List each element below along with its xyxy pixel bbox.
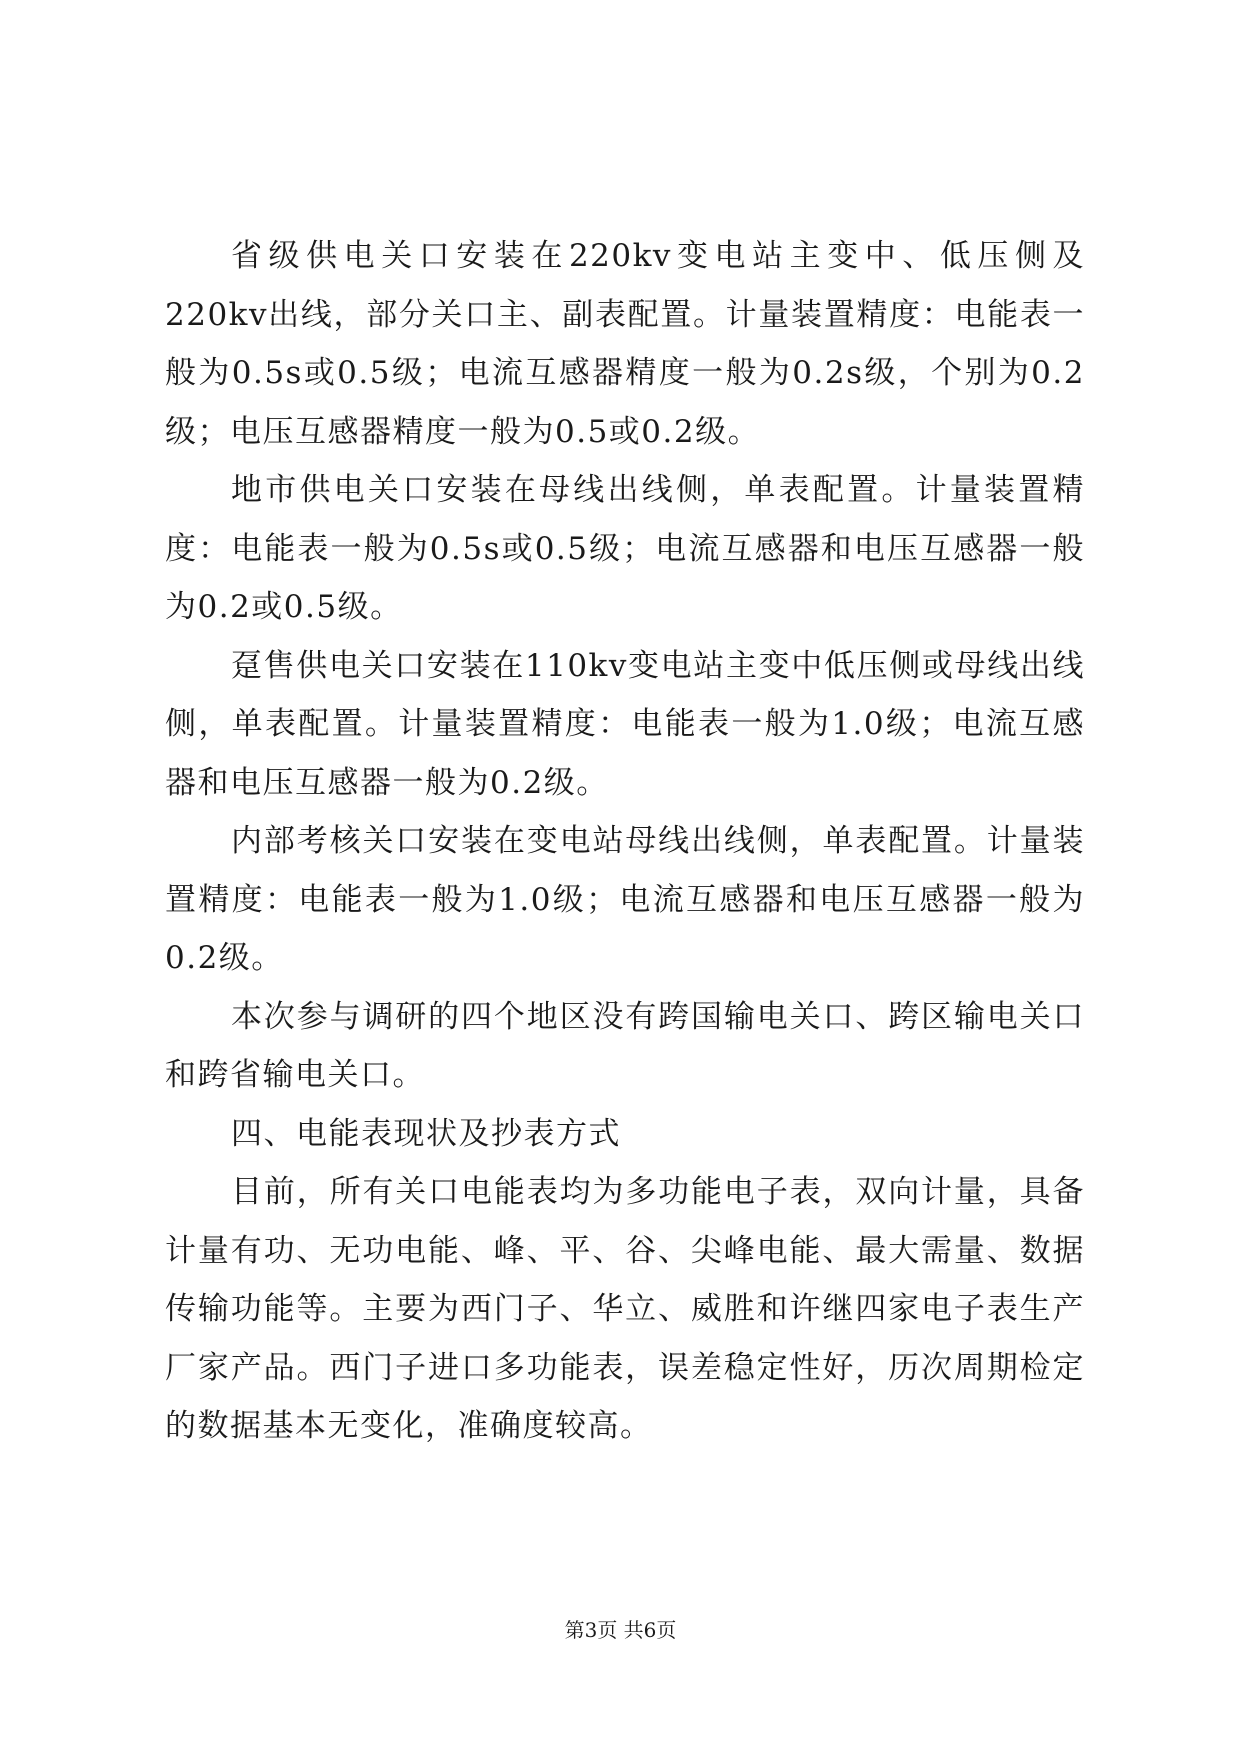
paragraph-meter-status: 目前，所有关口电能表均为多功能电子表，双向计量，具备计量有功、无功电能、峰、平、谷、尖峰电能、最大需量、数据传输功能等。主要为西门子、华立、威胜和许继四家电子表生产厂家产品。西门子进口多功能表，误差稳定性好，历次周期检定的数据基本无变化，准确度较高。 [165,1174,1085,1444]
document-body [165,227,1085,1456]
paragraph-wholesale-gateway: 趸售供电关口安装在110kv变电站主变中低压侧或母线出线侧，单表配置。计量装置精度：电能表一般为1.0级；电流互感器和电压互感器一般为0.2级。 [165,647,1085,801]
paragraph-survey-regions: 本次参与调研的四个地区没有跨国输电关口、跨区输电关口和跨省输电关口。 [165,998,1085,1093]
page-number-footer: 第3页 共6页 [564,1618,677,1642]
section-heading-meter-status: 四、电能表现状及抄表方式 [231,1115,621,1152]
paragraph-municipal-gateway: 地市供电关口安装在母线出线侧，单表配置。计量装置精度：电能表一般为0.5s或0.5级；电流互感器和电压互感器一般为0.2或0.5级。 [165,472,1085,625]
paragraph-provincial-gateway: 省级供电关口安装在220kv变电站主变中、低压侧及220kv出线，部分关口主、副表配置。计量装置精度：电能表一般为0.5s或0.5级；电流互感器精度一般为0.2s级，个别为0.2级；电压互感器精度一般为0.5或0.2级。 [165,238,1085,450]
paragraph-internal-assessment-gateway: 内部考核关口安装在变电站母线出线侧，单表配置。计量装置精度：电能表一般为1.0级；电流互感器和电压互感器一般为0.2级。 [165,823,1085,976]
